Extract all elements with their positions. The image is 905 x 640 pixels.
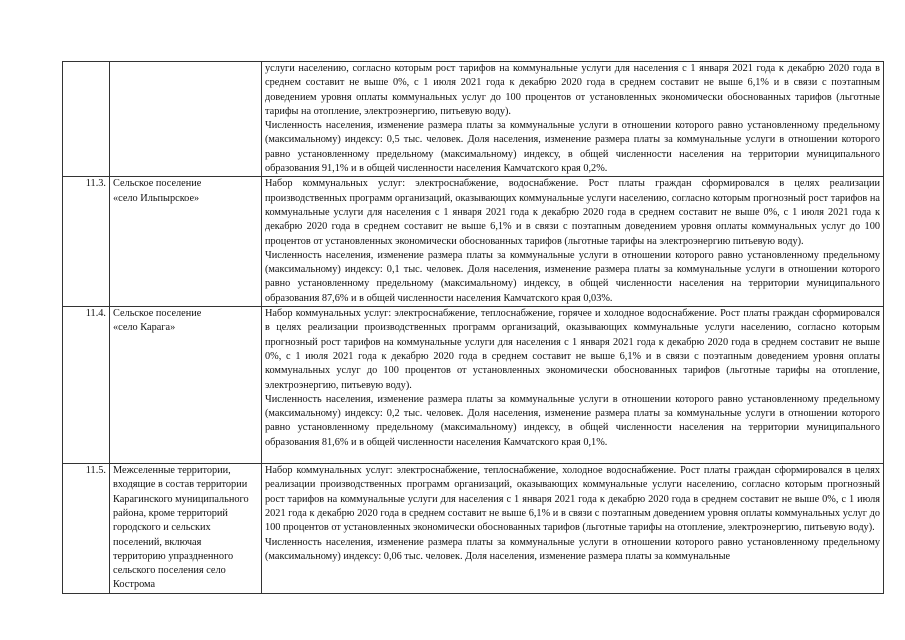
row-number: 11.4. xyxy=(63,307,110,464)
description-paragraph: Набор коммунальных услуг: электроснабжение, теплоснабжение, горячее и холодное водоснабжение. Рост платы граждан сформировался в целях реализации производственных программ организаций, оказывающих коммунальные услуги населению, согласно которым прогнозный рост тарифов на коммунальные услуги для населения с 1 января 2021 года к декабрю 2020 года в среднем составит не выше 0%, с 1 июля 2021 года к декабрю 2020 года в среднем составит не выше 6,1% и в связи с поэтапным доведением уровня оплаты коммунальных услуг до 100 процентов от установленных экономически обоснованных тарифов (льготные тарифы на отопление, электроэнергию, питьевую воду). xyxy=(265,308,880,391)
row-number: 11.3. xyxy=(63,177,110,307)
row-number xyxy=(63,62,110,177)
municipality-name-line: сельского поселения село xyxy=(113,565,226,577)
municipality-name xyxy=(110,307,262,464)
municipality-name xyxy=(110,62,262,177)
municipality-name-line: «село Ильпырское» xyxy=(113,192,200,204)
municipality-name-line: городского и сельских xyxy=(113,522,211,534)
description-paragraph: Набор коммунальных услуг: электроснабжение, водоснабжение. Рост платы граждан сформировался в целях реализации производственных программ организаций, оказывающих коммунальные услуги населению, согласно которым прогнозный рост тарифов на коммунальные услуги для населения с 1 января 2021 года к декабрю 2020 года в среднем составит не выше 0%, с 1 июля 2021 года к декабрю 2020 года в среднем составит не выше 6,1% и в связи с поэтапным доведением уровня оплаты коммунальных услуг до 100 процентов от установленных экономически обоснованных тарифов (льготные тарифы на электроэнергию питьевую воду). xyxy=(265,178,880,247)
description-paragraph: Набор коммунальных услуг: электроснабжение, теплоснабжение, холодное водоснабжение. Рост платы граждан сформировался в целях реализации производственных программ организаций, оказывающих коммунальные услуги населению, согласно которым прогнозный рост тарифов на коммунальные услуги для населения с 1 января 2021 года к декабрю 2020 года в среднем составит не выше 0%, с 1 июля 2021 года к декабрю 2020 года в среднем составит не выше 6,1% и в связи с поэтапным доведением уровня оплаты коммунальных услуг до 100 процентов от установленных экономически обоснованных тарифов (льготные тарифы на отопление, электроэнергию, питьевую воду). xyxy=(265,465,880,534)
municipality-name-line: территорию упраздненного xyxy=(113,550,234,562)
municipality-name-line: «село Карага» xyxy=(113,322,176,334)
table-row xyxy=(63,464,884,594)
municipality-name-line: Сельское поселение xyxy=(113,308,202,320)
tariff-table xyxy=(62,61,884,594)
municipality-name-line: района, кроме территорий xyxy=(113,507,228,519)
row-description xyxy=(262,464,884,594)
municipality-name-line: Карагинского муниципального xyxy=(113,493,249,505)
municipality-name xyxy=(110,177,262,307)
municipality-name-line: поселений, включая xyxy=(113,536,202,548)
row-description xyxy=(262,177,884,307)
table-row xyxy=(63,62,884,177)
description-paragraph: Численность населения, изменение размера платы за коммунальные услуги в отношении которого равно установленному предельному (максимальному) индексу: 0,1 тыс. человек. Доля населения, изменение размера платы за коммунальные услуги в отношении которого равно установленному предельному (максимальному) индексу, в общей численности населения на территории муниципального образования 87,6% и в общей численности населения Камчатского края 0,03%. xyxy=(265,249,880,304)
description-paragraph: Численность населения, изменение размера платы за коммунальные услуги в отношении которого равно установленному предельному (максимальному) индексу: 0,2 тыс. человек. Доля населения, изменение размера платы за коммунальные услуги в отношении которого равно установленному предельному (максимальному) индексу, в общей численности населения на территории муниципального образования 81,6% и в общей численности населения Камчатского края 0,1%. xyxy=(265,393,880,448)
description-paragraph: услуги населению, согласно которым рост тарифов на коммунальные услуги для населения с 1 января 2021 года к декабрю 2020 года в среднем составит не выше 0%, с 1 июля 2021 года к декабрю 2020 года в среднем составит не выше 6,1% и в связи с поэтапным доведением уровня оплаты коммунальных услуг до 100 процентов от установленных экономически обоснованных тарифов (льготные тарифы на отопление, электроэнергию, питьевую воду). xyxy=(265,63,880,117)
row-number: 11.5. xyxy=(63,464,110,594)
municipality-name-line: Межселенные территории, xyxy=(113,465,231,477)
municipality-name-line: входящие в состав территории xyxy=(113,479,248,491)
municipality-name-line: Сельское поселение xyxy=(113,178,202,190)
table-row xyxy=(63,307,884,464)
row-description xyxy=(262,307,884,464)
row-description xyxy=(262,62,884,177)
description-paragraph: Численность населения, изменение размера платы за коммунальные услуги в отношении которого равно установленному предельному (максимальному) индексу: 0,06 тыс. человек. Доля населения, изменение размера платы за коммунальные xyxy=(265,536,880,562)
description-paragraph: Численность населения, изменение размера платы за коммунальные услуги в отношении которого равно установленному предельному (максимальному) индексу: 0,5 тыс. человек. Доля населения, изменение размера платы за коммунальные услуги в отношении которого равно установленному предельному (максимальному) индексу, в общей численности населения на территории муниципального образования 91,1% и в общей численности населения Камчатского края 0,2%. xyxy=(265,120,880,175)
municipality-name xyxy=(110,464,262,594)
table-row xyxy=(63,177,884,307)
municipality-name-line: Кострома xyxy=(113,579,156,591)
